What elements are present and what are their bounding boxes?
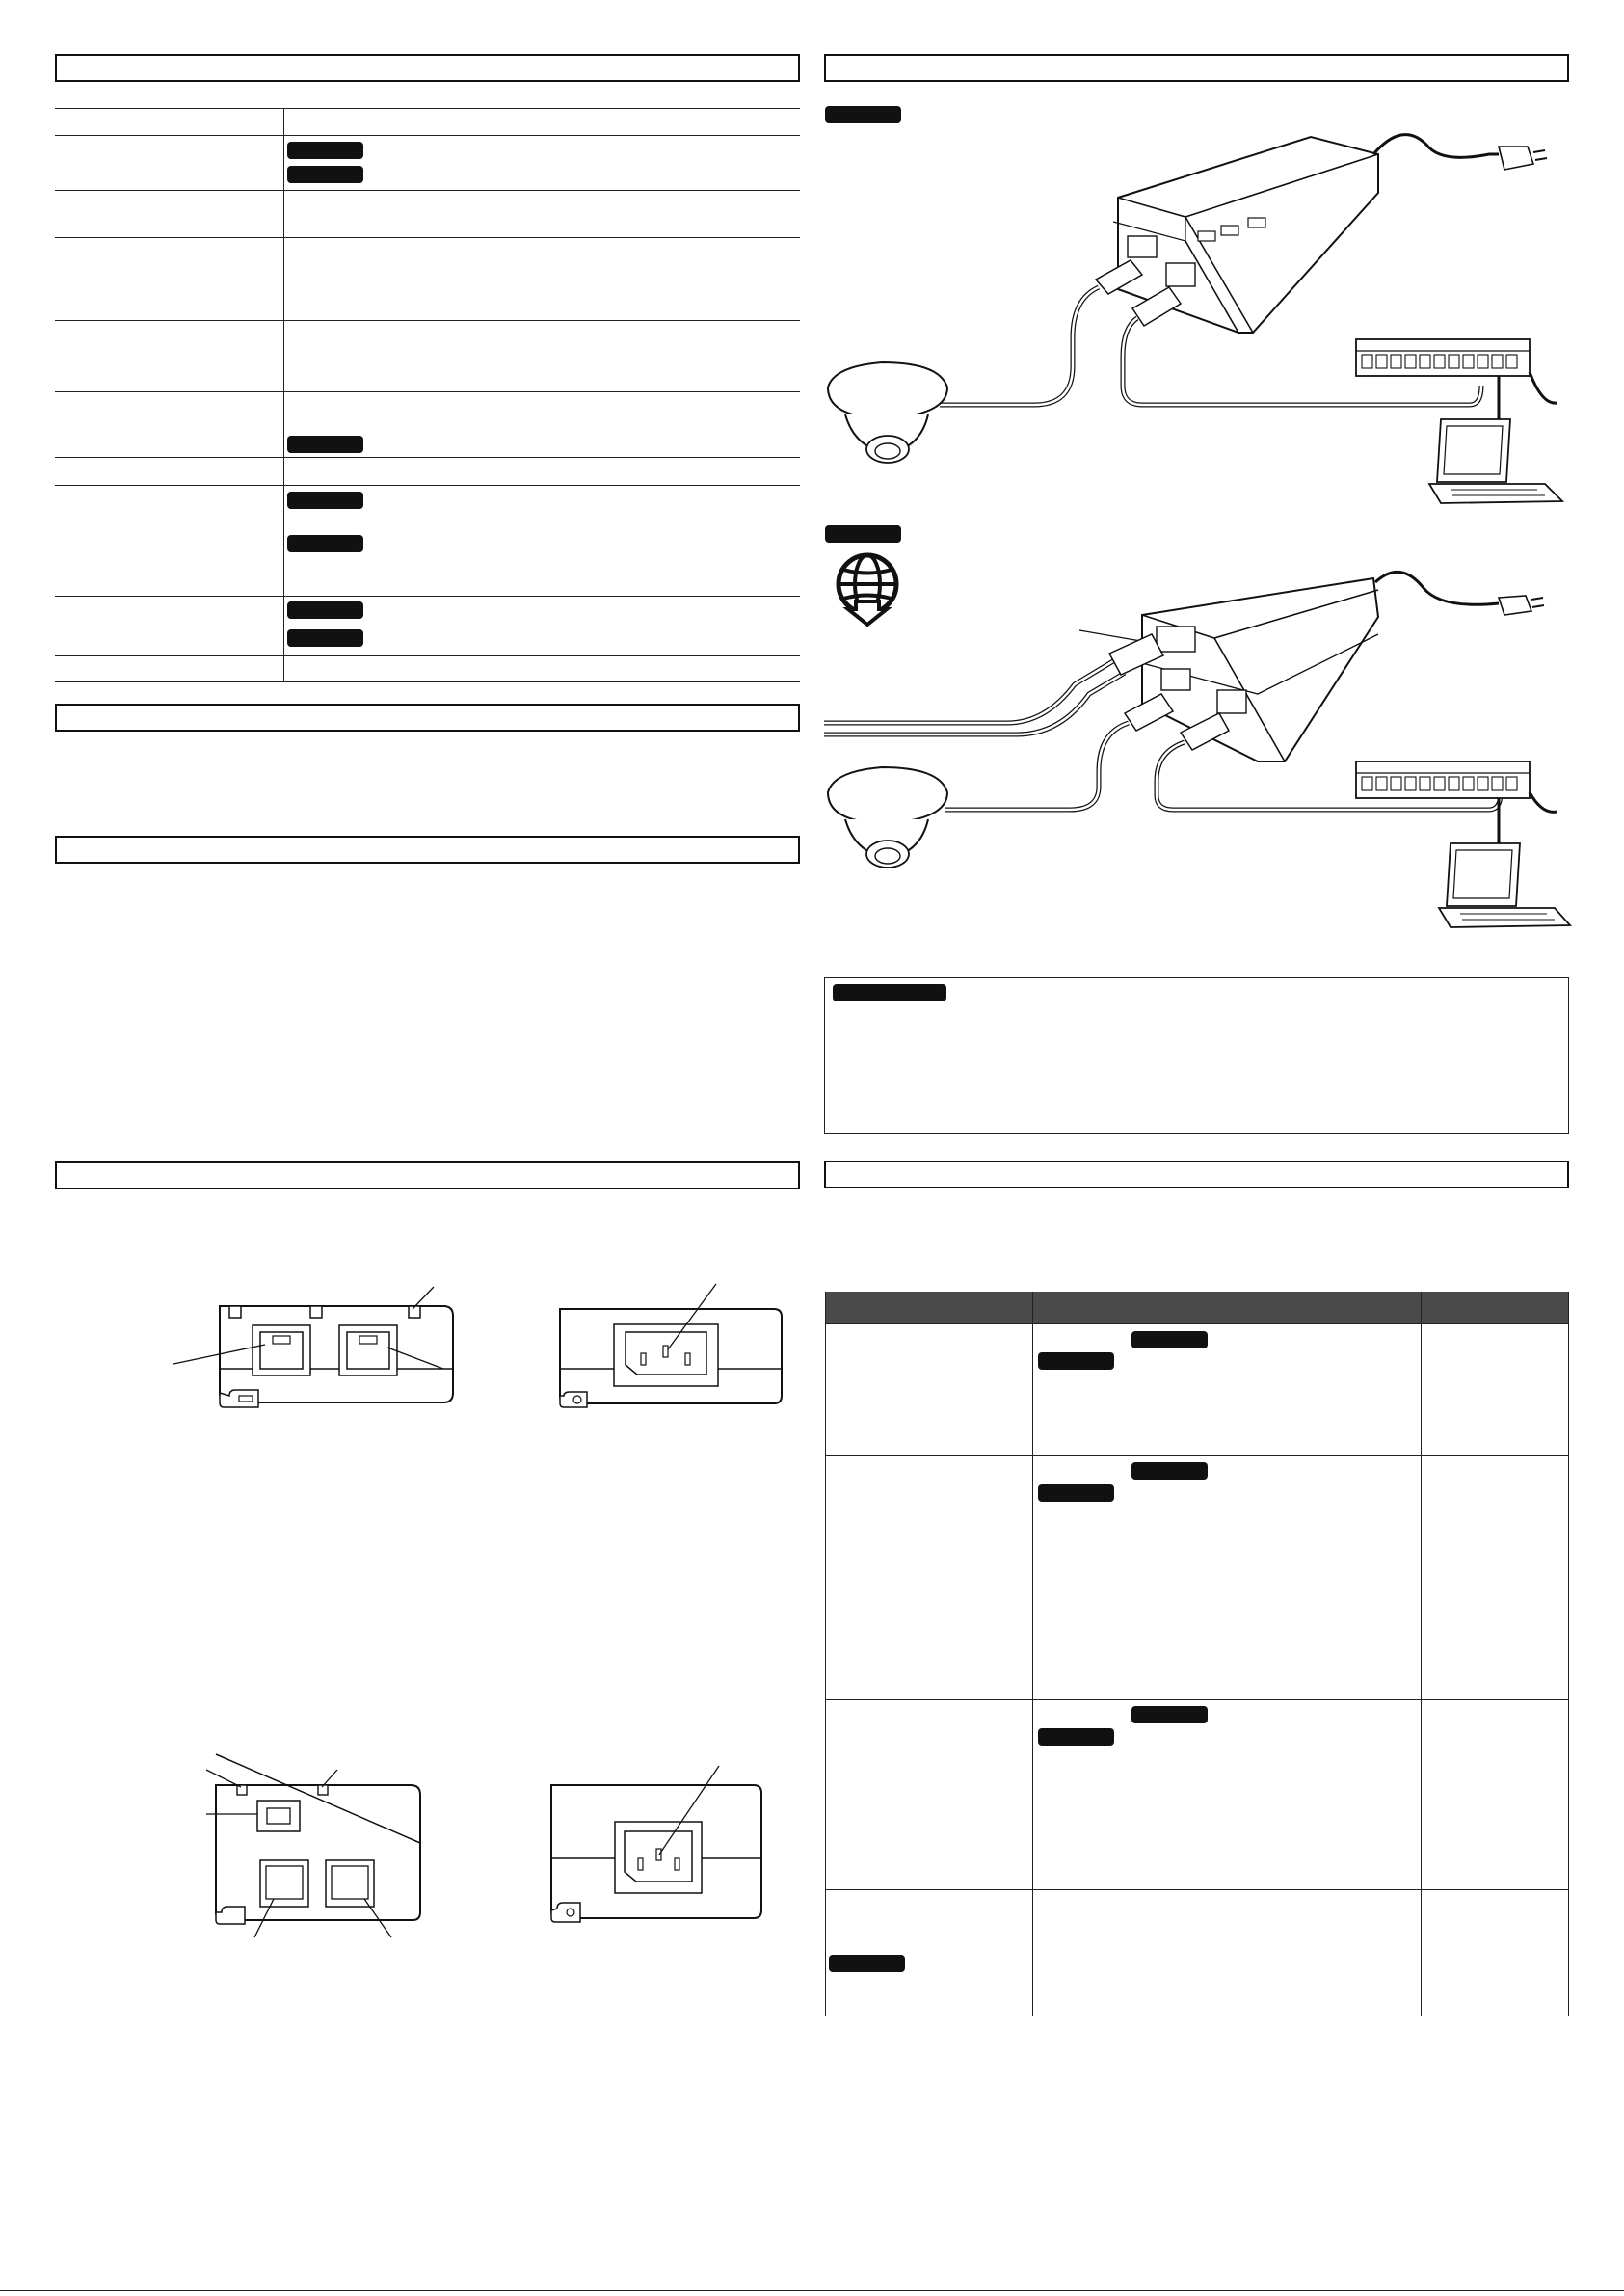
model-badge (1131, 1706, 1208, 1723)
injector-rear-view-illustration (554, 1272, 805, 1455)
model-badge (825, 106, 901, 123)
status-table-header (825, 1292, 1569, 1323)
precautions-section-heading (55, 836, 800, 864)
injector-rear-view-variant-illustration (549, 1754, 771, 1947)
spec-row-divider (55, 237, 800, 238)
outline-section-heading (55, 704, 800, 732)
injector-front-view-variant-illustration (193, 1754, 443, 1957)
model-badge (287, 142, 363, 159)
model-badge (287, 436, 363, 453)
connection-section-heading (824, 54, 1569, 82)
status-table-border (1568, 1292, 1569, 2016)
status-table-row-divider (825, 1889, 1569, 1890)
model-badge (287, 166, 363, 183)
status-table-border (825, 1292, 826, 2016)
connection-diagram-2 (824, 569, 1576, 954)
important-note-badge (833, 984, 946, 1001)
spec-row-divider (55, 320, 800, 321)
status-table-divider (1032, 1292, 1033, 2016)
injector-front-view-illustration (164, 1272, 463, 1455)
spec-row-divider (55, 457, 800, 458)
model-badge (1038, 1484, 1114, 1502)
model-badge (287, 535, 363, 552)
spec-row-divider (55, 190, 800, 191)
spec-row-divider (55, 391, 800, 392)
model-badge (1131, 1462, 1208, 1480)
spec-section-heading (55, 54, 800, 82)
parts-section-heading (55, 1161, 800, 1189)
spec-row-divider (55, 596, 800, 597)
page-footer-rule (0, 2290, 1624, 2291)
model-badge (287, 629, 363, 647)
indicator-section-heading (824, 1161, 1569, 1188)
spec-row-divider (55, 485, 800, 486)
status-table-row-divider (825, 1699, 1569, 1700)
model-badge (829, 1955, 905, 1972)
connection-diagram-1 (824, 125, 1576, 511)
status-table-row-divider (825, 1455, 1569, 1456)
important-note-box (824, 977, 1569, 1134)
spec-table-bottom-rule (55, 681, 800, 682)
spec-table-top-rule (55, 108, 800, 109)
spec-row-divider (55, 135, 800, 136)
model-badge (287, 492, 363, 509)
model-badge (1038, 1728, 1114, 1746)
model-badge (825, 525, 901, 543)
spec-column-divider (283, 108, 284, 681)
status-table-row-divider (825, 1323, 1569, 1324)
model-badge (1038, 1352, 1114, 1370)
model-badge (1131, 1331, 1208, 1348)
status-table-divider (1421, 1292, 1422, 2016)
spec-row-divider (55, 655, 800, 656)
model-badge (287, 601, 363, 619)
